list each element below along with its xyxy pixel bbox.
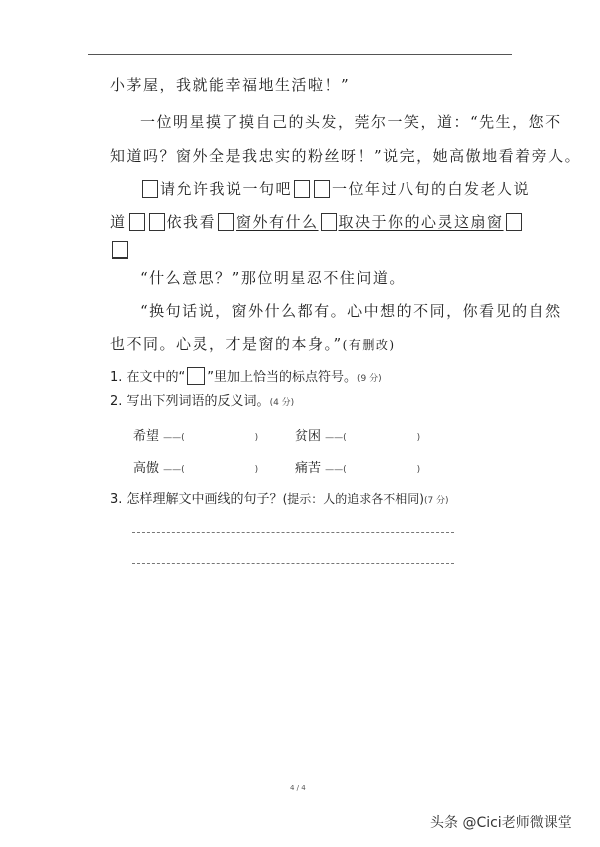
punctuation-blank-9[interactable] <box>112 241 128 259</box>
question-2 <box>110 393 294 412</box>
antonym-separator: ——( <box>325 433 347 443</box>
question-text: 写出下列词语的反义词。 <box>126 394 270 409</box>
antonym-word: 贫困 <box>295 429 322 444</box>
punctuation-blank-1[interactable] <box>142 180 158 198</box>
question-text: ”里加上恰当的标点符号。 <box>207 370 358 385</box>
passage-line-6 <box>110 240 130 260</box>
example-blank-box <box>187 367 205 385</box>
antonym-item-2 <box>295 425 420 444</box>
passage-line-2: 一位明星摸了摸自己的头发，莞尔一笑，道：“先生，您不 <box>140 113 562 131</box>
antonym-separator: ——( <box>325 465 347 475</box>
question-number: 3. <box>110 492 123 507</box>
text-segment: 一位年过八旬的白发老人说 <box>332 180 531 198</box>
text-segment: 取决于你的心灵这扇窗 <box>338 213 504 231</box>
source-note: (有删改) <box>342 338 396 352</box>
question-3 <box>110 490 449 510</box>
passage-line-8: “换句话说，窗外什么都有。心中想的不同，你看见的自然 <box>140 302 562 320</box>
score-label: (7 分) <box>423 496 449 506</box>
text-segment: 道 <box>110 213 127 231</box>
passage-line-1: 小茅屋，我就能幸福地生活啦！” <box>110 76 351 94</box>
antonym-separator: ——( <box>163 465 185 475</box>
passage-line-4 <box>140 179 530 199</box>
answer-line-1[interactable] <box>132 532 454 533</box>
antonym-close-paren: ) <box>416 433 421 443</box>
question-1 <box>110 367 382 388</box>
passage-line-3: 知道吗？窗外全是我忠实的粉丝呀！”说完，她高傲地看着旁人。 <box>110 147 582 165</box>
punctuation-blank-7[interactable] <box>321 213 337 231</box>
punctuation-blank-8[interactable] <box>506 213 522 231</box>
antonym-word: 希望 <box>133 429 160 444</box>
question-number: 2. <box>110 394 123 409</box>
score-label: (9 分) <box>357 374 382 384</box>
text-segment: 也不同。心灵，才是窗的本身。” <box>110 335 343 353</box>
antonym-close-paren: ) <box>416 465 421 475</box>
underlined-sentence <box>236 213 524 231</box>
page-number: 4 / 4 <box>290 784 306 792</box>
punctuation-blank-2[interactable] <box>294 180 310 198</box>
question-hint: (提示：人的追求各不相同) <box>282 492 424 506</box>
watermark: 头条 @Cici老师微课堂 <box>430 815 572 831</box>
punctuation-blank-6[interactable] <box>218 213 234 231</box>
punctuation-blank-5[interactable] <box>149 213 165 231</box>
antonym-item-1 <box>133 425 258 444</box>
antonym-separator: ——( <box>163 433 185 443</box>
passage-line-5 <box>110 212 524 232</box>
antonym-item-3 <box>133 457 258 476</box>
antonym-word: 痛苦 <box>295 461 322 476</box>
score-label: (4 分) <box>269 398 295 408</box>
question-number: 1. <box>110 370 123 385</box>
text-segment: 依我看 <box>166 213 217 231</box>
question-text: 在文中的“ <box>126 370 186 385</box>
text-segment: 请允许我说一句吧 <box>160 180 293 198</box>
passage-line-9 <box>110 334 396 355</box>
antonym-word: 高傲 <box>133 461 160 476</box>
antonym-close-paren: ) <box>254 465 259 475</box>
passage-line-7: “什么意思？”那位明星忍不住问道。 <box>140 269 406 287</box>
antonym-item-4 <box>295 457 420 476</box>
question-text: 怎样理解文中画线的句子？ <box>126 492 283 507</box>
answer-line-2[interactable] <box>132 563 454 564</box>
punctuation-blank-4[interactable] <box>129 213 145 231</box>
antonym-close-paren: ) <box>254 433 259 443</box>
punctuation-blank-3[interactable] <box>314 180 330 198</box>
text-segment: 窗外有什么 <box>236 213 319 231</box>
header-rule <box>88 54 512 55</box>
